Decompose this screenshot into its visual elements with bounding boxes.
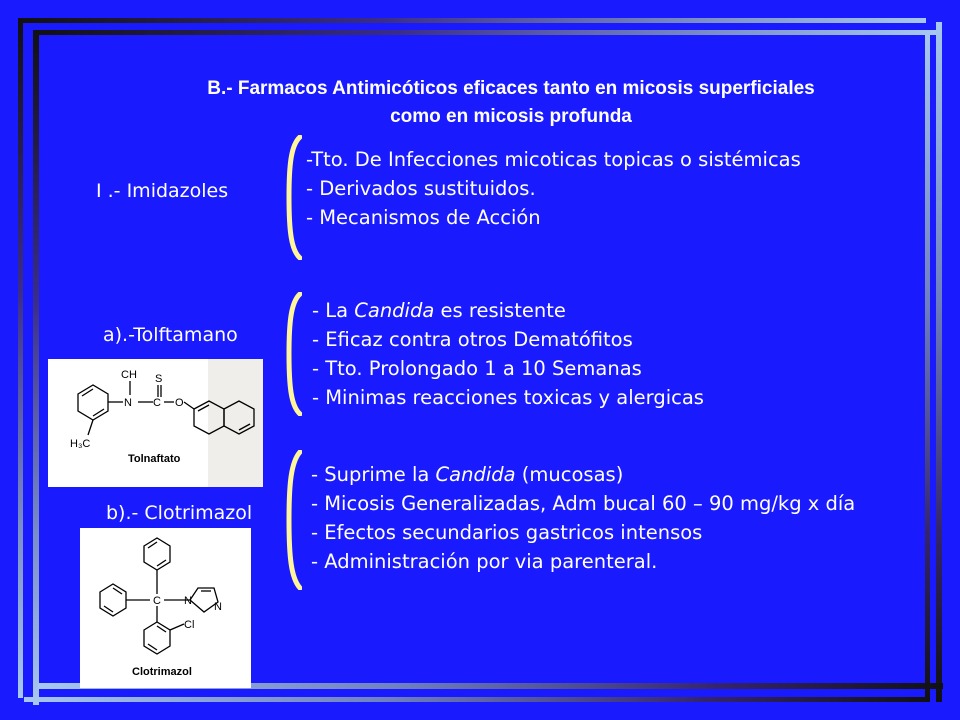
- bullet-prefix: - La: [312, 299, 355, 322]
- tolnaftato-structure-drawing: [48, 359, 263, 487]
- clotrimazol-structure-drawing: [80, 528, 251, 688]
- section-label-clotrimazol: b).- Clotrimazol: [106, 502, 253, 524]
- frame-left-bar-dark: [18, 18, 23, 698]
- bullets-clotrimazol: [311, 460, 855, 576]
- slide-title-line1: B.- Farmacos Antimicóticos eficaces tanto en micosis superficiales: [207, 78, 815, 99]
- frame-right-bar-light: [936, 22, 942, 702]
- frame-right-bar-dark: [925, 35, 930, 699]
- clotrimazol-caption: Clotrimazol: [132, 666, 192, 678]
- atom-s: S: [155, 373, 163, 385]
- frame-top-bar-dark: [18, 18, 926, 23]
- clotrimazol-structure-image: [80, 528, 251, 688]
- frame-bottom-bar-dark: [24, 697, 930, 702]
- bullet-item: - Tto. Prolongado 1 a 10 Semanas: [312, 357, 642, 380]
- bullet-item: - Mecanismos de Acción: [306, 206, 541, 229]
- bullet-item: - Derivados sustituidos.: [306, 177, 536, 200]
- bullet-suffix: (mucosas): [515, 463, 624, 486]
- section-label-tolftamano: a).-Tolftamano: [103, 324, 238, 346]
- bullet-item: - Minimas reacciones toxicas y alergicas: [312, 386, 704, 409]
- bullet-item: - Eficaz contra otros Dematófitos: [312, 328, 633, 351]
- frame-top-bar-light: [36, 30, 936, 35]
- atom-c: C: [153, 397, 161, 409]
- atom-h3c: H₃C: [70, 438, 91, 450]
- tolnaftato-structure-image: [48, 359, 263, 487]
- brace-clotrimazol: [286, 450, 302, 590]
- bullet-item: - Micosis Generalizadas, Adm bucal 60 – 90 mg/kg x día: [311, 492, 856, 515]
- bullet-item: - Administración por via parenteral.: [311, 550, 658, 573]
- atom-cl: Cl: [184, 619, 195, 631]
- bullet-item: [312, 296, 704, 325]
- atom-n: N: [124, 397, 132, 409]
- atom-o: O: [175, 397, 184, 409]
- bullets-imidazoles: [306, 145, 801, 232]
- bullet-item: -Tto. De Infecciones micoticas topicas o sistémicas: [306, 148, 801, 171]
- atom-n2-imidazole: N: [214, 601, 222, 613]
- brace-imidazoles: [286, 135, 302, 260]
- bullet-item: - Efectos secundarios gastricos intensos: [311, 521, 703, 544]
- slide-title-line2: como en micosis profunda: [390, 106, 632, 127]
- bullet-item: [311, 460, 855, 489]
- frame-left-bar-light: [33, 30, 39, 705]
- slide-title: [96, 75, 926, 131]
- atom-c-center: C: [153, 595, 161, 607]
- section-label-imidazoles: I .- Imidazoles: [96, 180, 229, 202]
- atom-n-imidazole: N: [184, 595, 192, 607]
- bullet-prefix: - Suprime la: [311, 463, 436, 486]
- bullets-tolftamano: [312, 296, 704, 412]
- brace-tolftamano: [286, 292, 302, 416]
- tolnaftato-caption: Tolnaftato: [128, 453, 181, 465]
- bullet-italic: Candida: [435, 463, 516, 486]
- atom-ch3-top: CH: [121, 369, 137, 381]
- bullet-italic: Candida: [354, 299, 435, 322]
- bullet-suffix: es resistente: [434, 299, 566, 322]
